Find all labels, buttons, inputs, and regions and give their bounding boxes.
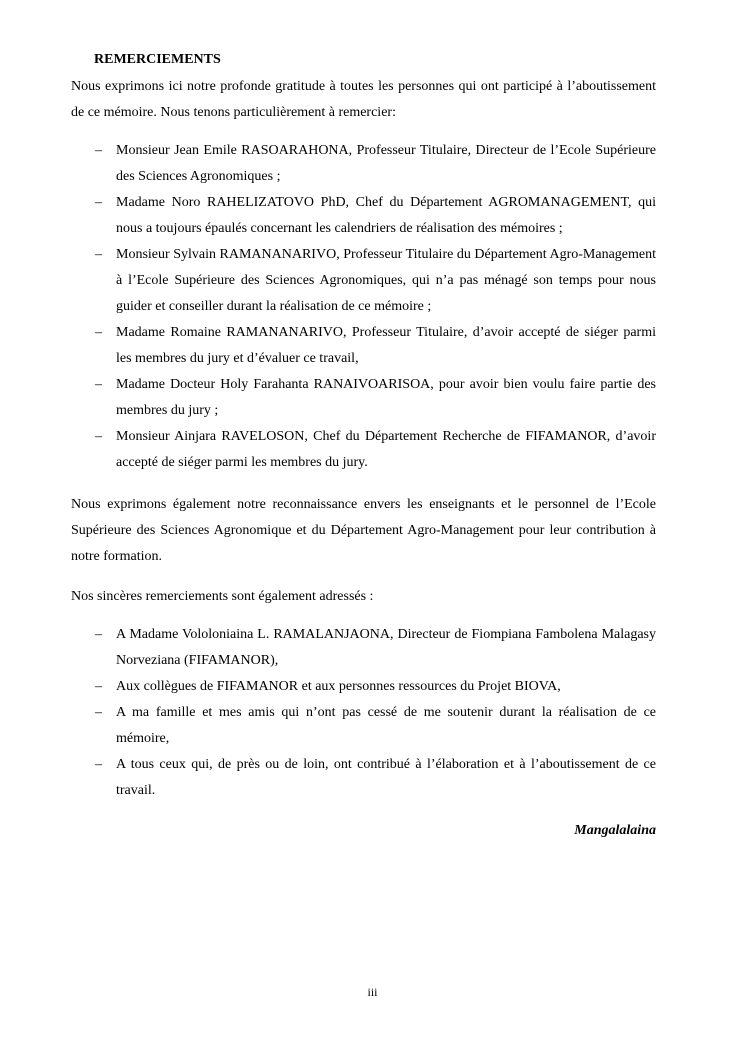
section-heading: REMERCIEMENTS bbox=[94, 52, 221, 67]
intro-paragraph: Nous exprimons ici notre profonde gratitude à toutes les personnes qui ont participé à l’aboutissement de ce mémoire. Nous tenons particulièrement à remercier: bbox=[71, 79, 656, 120]
sincere-intro: Nos sincères remerciements sont également adressés : bbox=[71, 589, 374, 604]
list-item: – A tous ceux qui, de près ou de loin, ont contribué à l’élaboration et à l’aboutissement de ce travail. bbox=[71, 752, 656, 804]
signature: Mangalalaina bbox=[574, 823, 656, 838]
list-dash: – bbox=[95, 757, 102, 772]
list-dash: – bbox=[95, 705, 102, 720]
list-dash: – bbox=[95, 377, 102, 392]
list-dash: – bbox=[95, 679, 102, 694]
recognition-paragraph: Nous exprimons également notre reconnaissance envers les enseignants et le personnel de l’Ecole Supérieure des Sciences Agronomique et du Département Agro-Management pour leur contribution à notre formation. bbox=[71, 497, 656, 564]
list-item: – Monsieur Ainjara RAVELOSON, Chef du Département Recherche de FIFAMANOR, d’avoir accepté de siéger parmi les membres du jury. bbox=[71, 424, 656, 476]
thanks-list bbox=[71, 138, 656, 476]
list-item: – A Madame Vololoniaina L. RAMALANJAONA, Directeur de Fiompiana Fambolena Malagasy Norveziana (FIFAMANOR), bbox=[71, 622, 656, 674]
sincere-list bbox=[71, 622, 656, 804]
list-dash: – bbox=[95, 429, 102, 444]
list-dash: – bbox=[95, 325, 102, 340]
list-dash: – bbox=[95, 627, 102, 642]
page-number: iii bbox=[367, 985, 378, 999]
list-item: – Madame Romaine RAMANANARIVO, Professeur Titulaire, d’avoir accepté de siéger parmi les membres du jury et d’évaluer ce travail, bbox=[71, 320, 656, 372]
list-item: – Monsieur Jean Emile RASOARAHONA, Professeur Titulaire, Directeur de l’Ecole Supérieure des Sciences Agronomiques ; bbox=[71, 138, 656, 190]
list-item: – A ma famille et mes amis qui n’ont pas cessé de me soutenir durant la réalisation de ce mémoire, bbox=[71, 700, 656, 752]
list-item: – Madame Docteur Holy Farahanta RANAIVOARISOA, pour avoir bien voulu faire partie des membres du jury ; bbox=[71, 372, 656, 424]
list-item: – Madame Noro RAHELIZATOVO PhD, Chef du Département AGROMANAGEMENT, qui nous a toujours épaulés concernant les calendriers de réalisation des mémoires ; bbox=[71, 190, 656, 242]
list-dash: – bbox=[95, 195, 102, 210]
list-item: – Aux collègues de FIFAMANOR et aux personnes ressources du Projet BIOVA, bbox=[71, 674, 656, 700]
list-item: – Monsieur Sylvain RAMANANARIVO, Professeur Titulaire du Département Agro-Management à l’Ecole Supérieure des Sciences Agronomiques, qui n’a pas ménagé son temps pour nous guider et conseiller durant la réalisation de ce mémoire ; bbox=[71, 242, 656, 320]
list-dash: – bbox=[95, 143, 102, 158]
list-dash: – bbox=[95, 247, 102, 262]
